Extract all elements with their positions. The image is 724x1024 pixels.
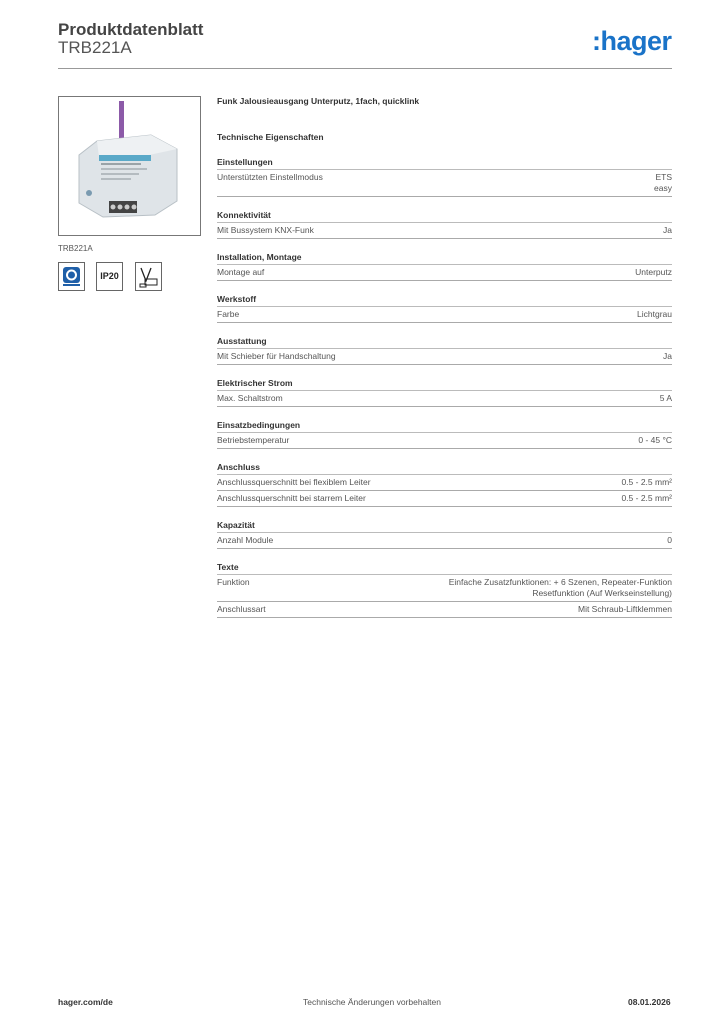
- spec-value: 0.5 - 2.5 mm²: [621, 477, 672, 487]
- spec-value: 0 - 45 °C: [638, 435, 672, 445]
- spec-row: [217, 223, 672, 239]
- section-heading: Werkstoff: [217, 294, 672, 307]
- section-heading: Kapazität: [217, 520, 672, 533]
- spec-value: Ja: [663, 225, 672, 235]
- spec-section: [217, 157, 672, 197]
- spec-section: [217, 252, 672, 281]
- footer-date: 08.01.2026: [628, 997, 671, 1007]
- spec-section: [217, 378, 672, 407]
- footer-website: hager.com/de: [58, 997, 113, 1007]
- quickconnect-badge-icon: [58, 262, 85, 291]
- spec-row: [217, 533, 672, 549]
- spec-label: Unterstützten Einstellmodus: [217, 172, 323, 182]
- spec-value: Unterputz: [635, 267, 672, 277]
- section-heading: Anschluss: [217, 462, 672, 475]
- spec-label: Anzahl Module: [217, 535, 274, 545]
- spec-label: Betriebstemperatur: [217, 435, 290, 445]
- spec-section: [217, 520, 672, 549]
- product-image: [58, 96, 201, 236]
- footer-notice: Technische Änderungen vorbehalten: [303, 997, 441, 1007]
- spec-section: [217, 210, 672, 239]
- section-heading: Einsatzbedingungen: [217, 420, 672, 433]
- ve-approval-badge-icon: [135, 262, 162, 291]
- spec-row: [217, 391, 672, 407]
- hager-logo: :hager: [592, 26, 672, 56]
- ip20-label: IP20: [100, 271, 119, 281]
- spec-section: [217, 562, 672, 618]
- product-title: Funk Jalousieausgang Unterputz, 1fach, quicklink: [217, 96, 420, 106]
- spec-row: [217, 602, 672, 618]
- section-heading: Texte: [217, 562, 672, 575]
- spec-label: Anschlussquerschnitt bei starrem Leiter: [217, 493, 366, 503]
- spec-section: [217, 294, 672, 323]
- spec-label: Max. Schaltstrom: [217, 393, 283, 403]
- spec-label: Farbe: [217, 309, 240, 319]
- spec-sections: [217, 157, 672, 618]
- spec-label: Anschlussquerschnitt bei flexiblem Leiter: [217, 477, 371, 487]
- spec-section: [217, 336, 672, 365]
- spec-value: Lichtgrau: [637, 309, 672, 319]
- ip20-badge: [96, 262, 123, 291]
- spec-label: Mit Bussystem KNX-Funk: [217, 225, 314, 235]
- product-device-icon: [59, 97, 200, 235]
- spec-row: [217, 349, 672, 365]
- spec-value: 0: [667, 535, 672, 545]
- spec-row: [217, 170, 672, 197]
- section-heading: Einstellungen: [217, 157, 672, 170]
- spec-row: [217, 575, 672, 602]
- spec-content: [217, 96, 672, 618]
- spec-section: [217, 420, 672, 449]
- section-heading: Installation, Montage: [217, 252, 672, 265]
- header-divider: [58, 68, 672, 69]
- spec-row: [217, 433, 672, 449]
- spec-value: 0.5 - 2.5 mm²: [621, 493, 672, 503]
- spec-value: 5 A: [659, 393, 672, 403]
- section-heading: Elektrischer Strom: [217, 378, 672, 391]
- spec-value: Ja: [663, 351, 672, 361]
- spec-value: ETS easy: [654, 172, 672, 193]
- spec-section: [217, 462, 672, 507]
- spec-row: [217, 491, 672, 507]
- spec-label: Montage auf: [217, 267, 265, 277]
- spec-row: [217, 265, 672, 281]
- spec-value: Einfache Zusatzfunktionen: + 6 Szenen, Repeater-Funktion Resetfunktion (Auf Werkseinstellung): [448, 577, 672, 598]
- spec-value: Mit Schraub-Liftklemmen: [577, 604, 672, 614]
- image-caption: TRB221A: [58, 244, 93, 253]
- spec-row: [217, 475, 672, 491]
- page-title: Produktdatenblatt: [58, 20, 204, 39]
- spec-label: Funktion: [217, 577, 250, 587]
- product-code: TRB221A: [58, 38, 132, 57]
- spec-row: [217, 307, 672, 323]
- spec-label: Mit Schieber für Handschaltung: [217, 351, 336, 361]
- section-heading: Ausstattung: [217, 336, 672, 349]
- spec-label: Anschlussart: [217, 604, 266, 614]
- tech-properties-title: Technische Eigenschaften: [217, 132, 324, 142]
- section-heading: Konnektivität: [217, 210, 672, 223]
